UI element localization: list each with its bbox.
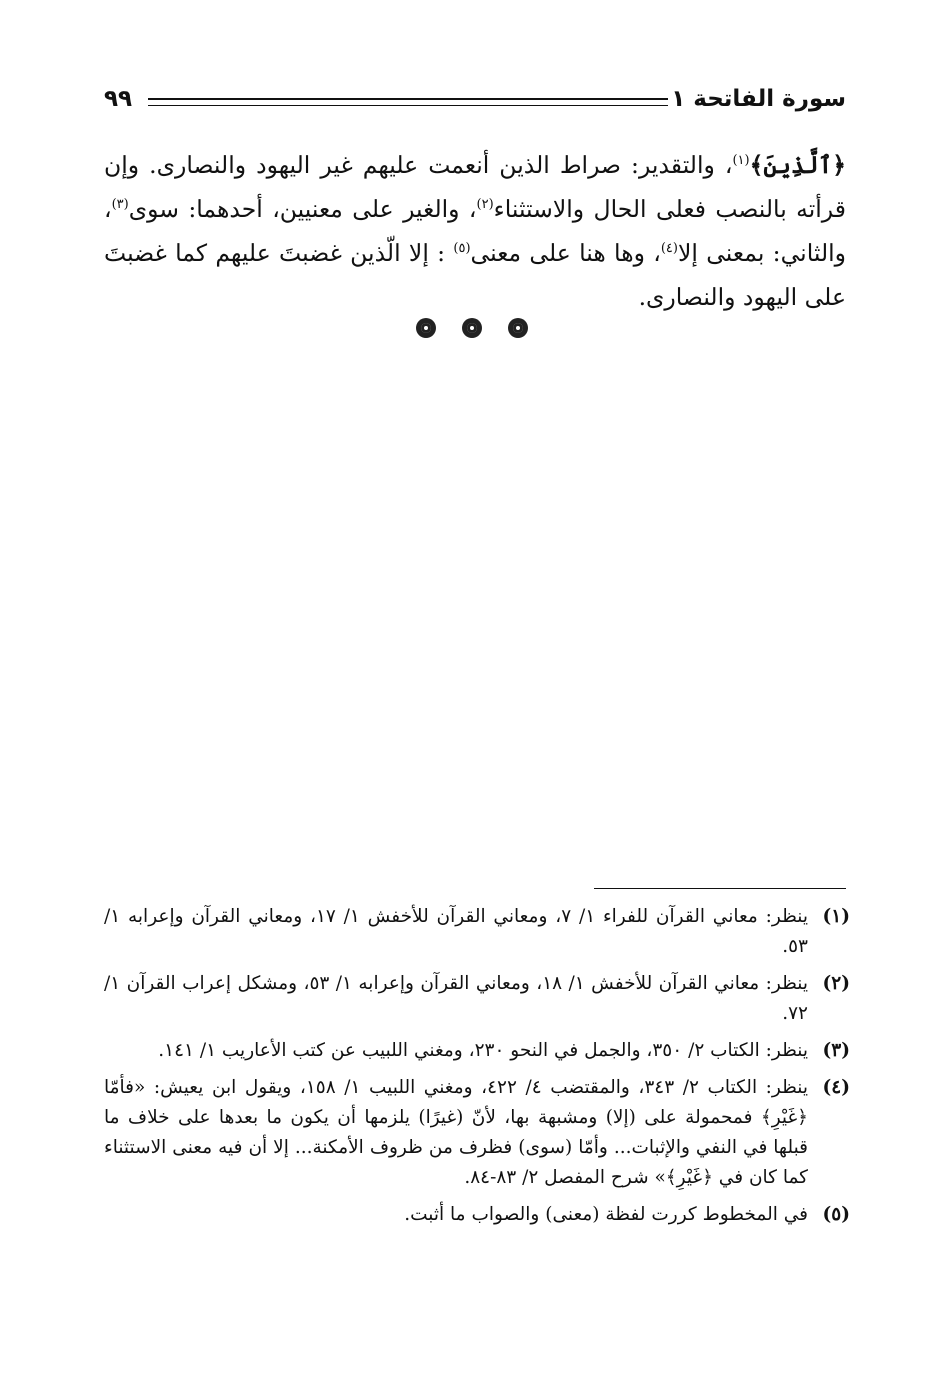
- footnote-1: [104, 902, 850, 962]
- footnote-number: (٥): [822, 1204, 850, 1225]
- footnote-number: (٤): [822, 1077, 850, 1098]
- text-segment-3: ، والثاني: بمعنى إلا: [104, 195, 846, 267]
- footnotes: [104, 902, 850, 1237]
- footnote-text: في المخطوط كررت لفظة (معنى) والصواب ما أثبت.: [404, 1204, 808, 1225]
- text-segment-5: : إلا الّذين غضبتَ عليهم كما غضبتَ على اليهود والنصارى.: [104, 239, 846, 311]
- footnote-ref-5[interactable]: (٥): [453, 241, 471, 257]
- footnote-text: ينظر: الكتاب ٢/ ٣٤٣، والمقتضب ٤/ ٤٢٢، ومغني اللبيب ١/ ١٥٨، ويقول ابن يعيش: «فأمّا ﴿غَيْرِ﴾ فمحمولة على (إلا) ومشبهة بها، لأنّ (غيرًا) يلزمها أن يكون ما بعدها على خلاف ما قبلها في النفي والإثبات... وأمّا (سوى) فظرف من ظروف الأمكنة... إلا أن فيه معنى الاستثناء كما كان في ﴿غَيْرِ﴾» شرح المفصل ٢/ ٨٣-٨٤.: [104, 1077, 808, 1188]
- footnote-ref-4[interactable]: (٤): [660, 241, 678, 257]
- footnote-2: [104, 969, 850, 1029]
- surah-title: سورة الفاتحة ١: [671, 86, 846, 112]
- page-number: ٩٩: [104, 86, 133, 112]
- footnote-number: (٢): [822, 973, 850, 994]
- footnote-separator: [594, 888, 846, 889]
- quran-word: ﴿ٱلَّذِينَ﴾: [749, 151, 846, 179]
- text-segment-2: ، والغير على معنيين، أحدهما: سوى: [128, 195, 477, 223]
- footnote-ref-1[interactable]: (١): [732, 153, 750, 169]
- footnote-text: ينظر: معاني القرآن للفراء ١/ ٧، ومعاني القرآن للأخفش ١/ ١٧، ومعاني القرآن وإعرابه ١/ ٥٣.: [104, 906, 809, 957]
- main-text: [104, 143, 846, 319]
- footnote-ref-2[interactable]: (٢): [476, 197, 494, 213]
- header-rule: [148, 98, 668, 106]
- footnote-text: ينظر: الكتاب ٢/ ٣٥٠، والجمل في النحو ٢٣٠، ومغني اللبيب عن كتب الأعاريب ١/ ١٤١.: [158, 1040, 808, 1061]
- footnote-ref-3[interactable]: (٣): [111, 197, 129, 213]
- running-header: [104, 86, 846, 126]
- footnote-number: (٣): [822, 1040, 850, 1061]
- ornament-icon: [462, 318, 482, 338]
- footnote-text: ينظر: معاني القرآن للأخفش ١/ ١٨، ومعاني القرآن وإعرابه ١/ ٥٣، ومشكل إعراب القرآن ١/ ٧٢.: [104, 973, 808, 1024]
- main-paragraph: [104, 143, 846, 319]
- footnote-number: (١): [822, 906, 850, 927]
- text-segment-4: ، وها هنا على معنى: [470, 239, 661, 267]
- footnote-4: [104, 1073, 850, 1193]
- footnote-5: [104, 1200, 850, 1230]
- footnote-3: [104, 1036, 850, 1066]
- ornament-icon: [416, 318, 436, 338]
- text-segment-1: ، والتقدير: صراط الذين أنعمت عليهم غير اليهود والنصارى. وإن قرأته بالنصب فعلى الحال والاستثناء: [104, 151, 847, 223]
- section-end-ornaments: [0, 318, 944, 338]
- ornament-icon: [508, 318, 528, 338]
